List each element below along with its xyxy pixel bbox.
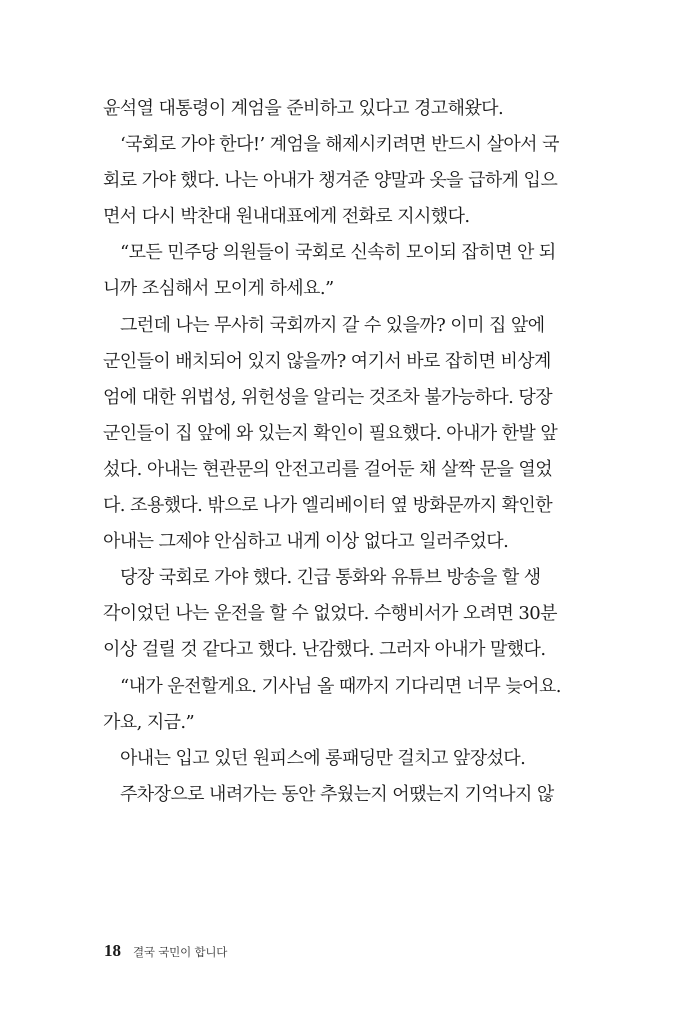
text-line: 주차장으로 내려가는 동안 추웠는지 어땠는지 기억나지 않 bbox=[120, 783, 554, 805]
page-footer bbox=[104, 941, 227, 961]
body-text bbox=[103, 91, 563, 813]
text-line: 가요, 지금.” bbox=[103, 711, 195, 733]
running-title: 결국 국민이 합니다 bbox=[133, 945, 228, 959]
text-line: 아내는 그제야 안심하고 내게 이상 없다고 일러주었다. bbox=[103, 531, 509, 553]
text-line: 당장 국회로 가야 했다. 긴급 통화와 유튜브 방송을 할 생 bbox=[120, 567, 541, 589]
text-line: 이상 걸릴 것 같다고 했다. 난감했다. 그러자 아내가 말했다. bbox=[103, 639, 546, 661]
text-line: 니까 조심해서 모이게 하세요.” bbox=[103, 278, 334, 300]
text-line: “내가 운전할게요. 기사님 올 때까지 기다리면 너무 늦어요. bbox=[120, 675, 561, 697]
page-number: 18 bbox=[104, 941, 121, 960]
text-line: ‘국회로 가야 한다!’ 계엄을 해제시키려면 반드시 살아서 국 bbox=[120, 134, 559, 156]
text-line: 회로 가야 했다. 나는 아내가 챙겨준 양말과 옷을 급하게 입으 bbox=[103, 170, 558, 192]
text-line: 군인들이 집 앞에 와 있는지 확인이 필요했다. 아내가 한발 앞 bbox=[103, 422, 558, 444]
text-line: 그런데 나는 무사히 국회까지 갈 수 있을까? 이미 집 앞에 bbox=[120, 314, 545, 336]
text-line: 군인들이 배치되어 있지 않을까? 여기서 바로 잡히면 비상계 bbox=[103, 350, 551, 372]
text-line: 각이었던 나는 운전을 할 수 없었다. 수행비서가 오려면 30분 bbox=[103, 603, 557, 625]
text-line: 엄에 대한 위법성, 위헌성을 알리는 것조차 불가능하다. 당장 bbox=[103, 386, 553, 408]
text-line: 윤석열 대통령이 계엄을 준비하고 있다고 경고해왔다. bbox=[103, 98, 504, 119]
text-line: 아내는 입고 있던 원피스에 롱패딩만 걸치고 앞장섰다. bbox=[120, 747, 526, 769]
text-line: 면서 다시 박찬대 원내대표에게 전화로 지시했다. bbox=[103, 206, 470, 228]
text-line: 다. 조용했다. 밖으로 나가 엘리베이터 옆 방화문까지 확인한 bbox=[103, 495, 553, 517]
text-line: “모든 민주당 의원들이 국회로 신속히 모이되 잡히면 안 되 bbox=[120, 242, 556, 264]
text-line: 섰다. 아내는 현관문의 안전고리를 걸어둔 채 살짝 문을 열었 bbox=[103, 458, 553, 480]
